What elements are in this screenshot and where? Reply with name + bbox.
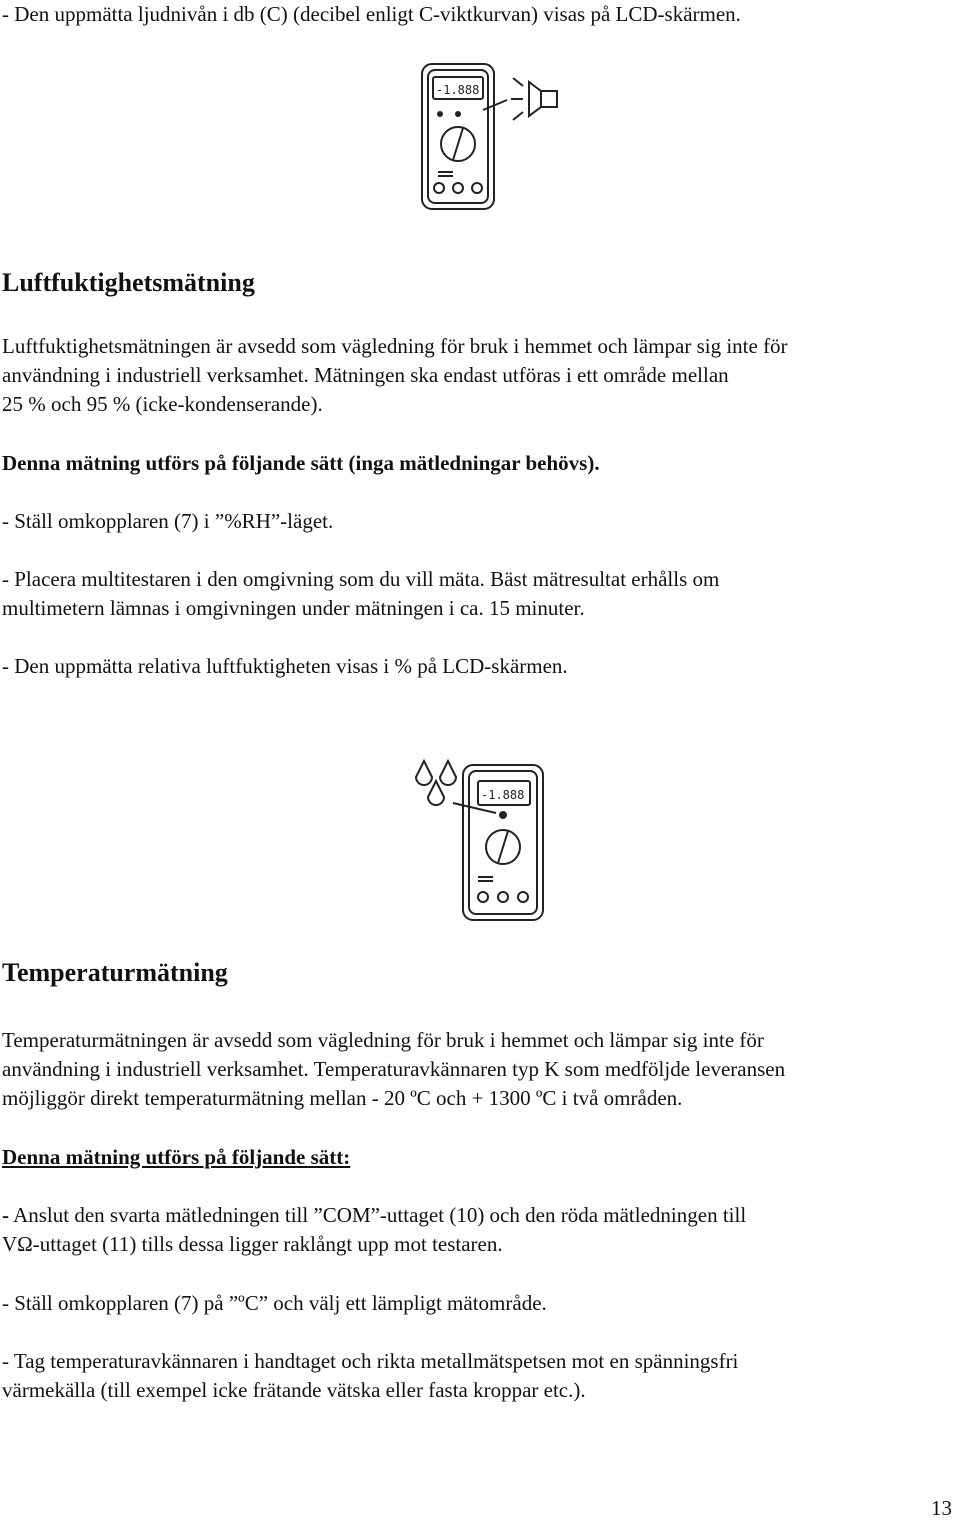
temperature-method-text: Denna mätning utförs på följande sätt: — [2, 1145, 351, 1169]
humidity-heading: Luftfuktighetsmätning — [2, 268, 255, 297]
figure-multimeter-sound — [395, 58, 575, 233]
humidity-step-2-line-1: - Placera multitestaren i den omgivning som du vill mäta. Bäst mätresultat erhålls om — [2, 567, 720, 591]
temperature-step-3-line-2: värmekälla (till exempel icke frätande vätska eller fasta kroppar etc.). — [2, 1378, 586, 1402]
humidity-intro-line-3: 25 % och 95 % (icke-kondenserande). — [2, 392, 323, 416]
sound-level-result-text: - Den uppmätta ljudnivån i db (C) (decibel enligt C-viktkurvan) visas på LCD-skärmen. — [2, 2, 741, 26]
temperature-intro-line-3: möjliggör direkt temperaturmätning mellan - 20 ºC och + 1300 ºC i två områden. — [2, 1086, 683, 1110]
figure-multimeter-humidity — [408, 755, 573, 925]
humidity-intro-line-1: Luftfuktighetsmätningen är avsedd som vägledning för bruk i hemmet och lämpar sig inte för — [2, 334, 788, 358]
humidity-step-2-line-2: multimetern lämnas i omgivningen under mätningen i ca. 15 minuter. — [2, 596, 585, 620]
temperature-intro-line-2: användning i industriell verksamhet. Temperaturavkännaren typ K som medföljde leveransen — [2, 1057, 786, 1081]
humidity-method-text: Denna mätning utförs på följande sätt (inga mätledningar behövs). — [2, 451, 600, 475]
humidity-intro-line-2: användning i industriell verksamhet. Mätningen ska endast utföras i ett område mellan — [2, 363, 729, 387]
water-drops-icon — [416, 761, 456, 805]
temperature-heading: Temperaturmätning — [2, 958, 228, 987]
multimeter-icon — [395, 58, 575, 233]
step-dash: - — [2, 1203, 9, 1227]
temperature-step-1-line-1 — [2, 1201, 746, 1230]
temperature-step-2: - Ställ omkopplaren (7) på ”ºC” och välj ett lämpligt mätområde. — [2, 1291, 547, 1315]
temperature-intro-line-1: Temperaturmätningen är avsedd som vägledning för bruk i hemmet och lämpar sig inte för — [2, 1028, 764, 1052]
speaker-icon — [511, 78, 557, 120]
lcd-display-reading: -1.888 — [436, 83, 480, 97]
lcd-display-reading: -1.888 — [481, 788, 525, 802]
multimeter-icon — [408, 755, 573, 925]
temperature-step-1-text: Anslut den svarta mätledningen till ”COM”-uttaget (10) och den röda mätledningen till — [9, 1203, 747, 1227]
page-number: 13 — [931, 1496, 952, 1520]
temperature-step-1-line-2: VΩ-uttaget (11) tills dessa ligger raklångt upp mot testaren. — [2, 1232, 503, 1256]
humidity-step-3: - Den uppmätta relativa luftfuktigheten visas i % på LCD-skärmen. — [2, 654, 568, 678]
temperature-step-3-line-1: - Tag temperaturavkännaren i handtaget och rikta metallmätspetsen mot en spänningsfri — [2, 1349, 739, 1373]
humidity-step-1: - Ställ omkopplaren (7) i ”%RH”-läget. — [2, 509, 334, 533]
